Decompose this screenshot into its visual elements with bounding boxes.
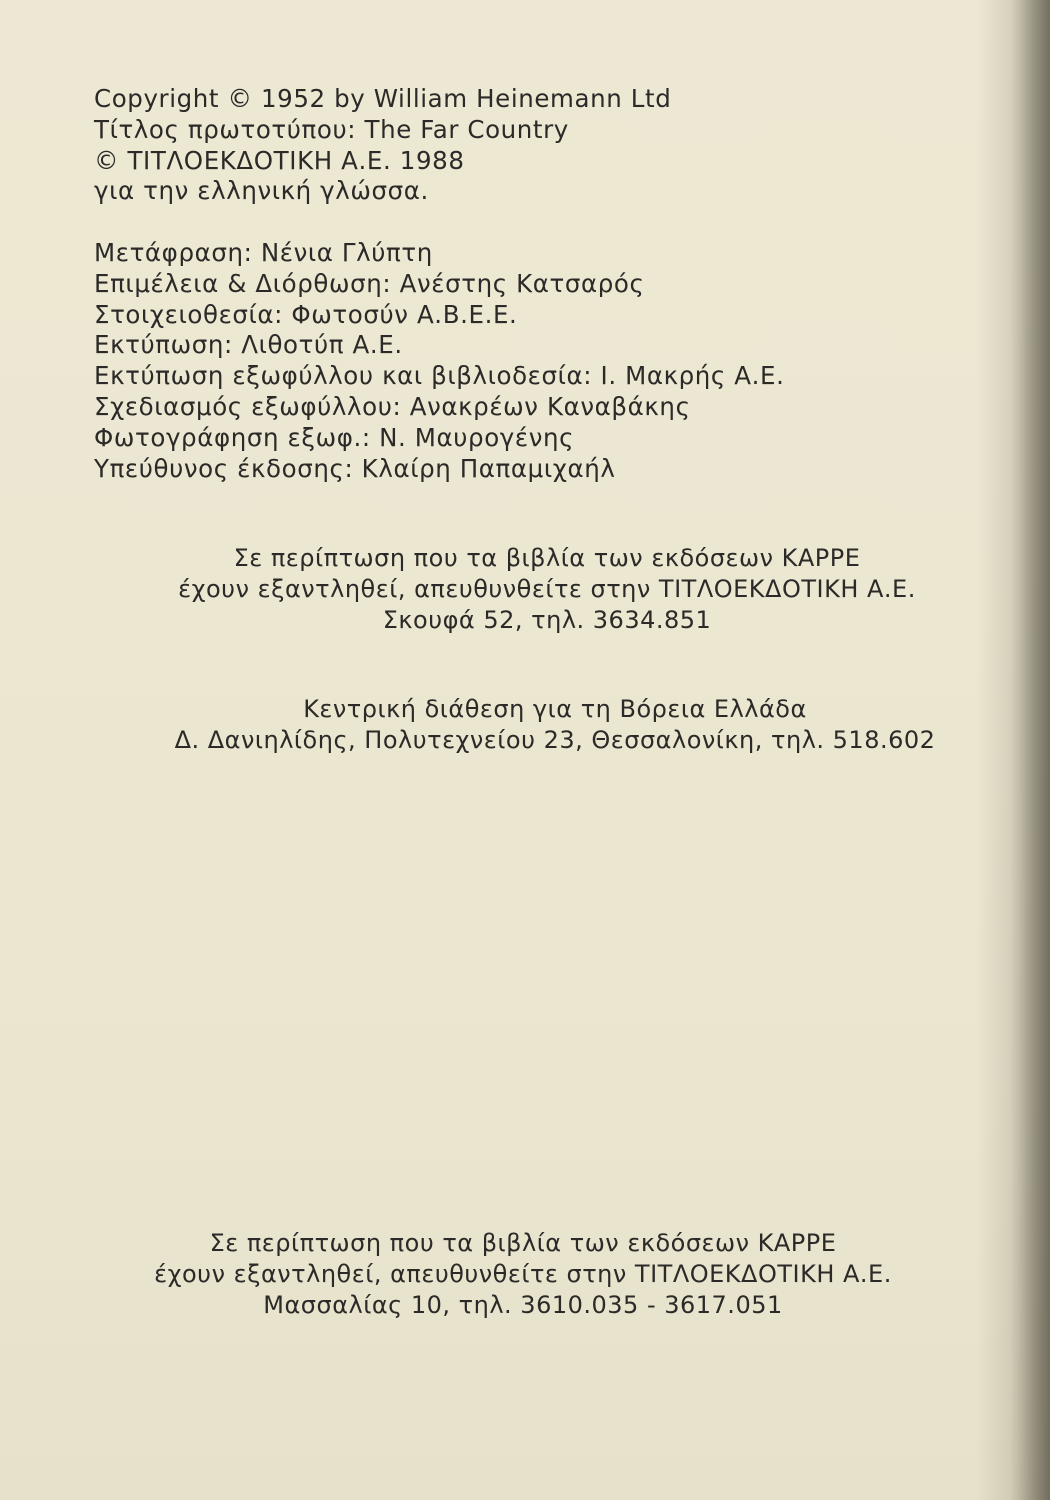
language-line: για την ελληνική γλώσσα. <box>94 176 429 206</box>
credit-translation: Μετάφραση: Νένια Γλύπτη <box>94 238 433 267</box>
credits-block <box>94 238 785 484</box>
original-title-line: Τίτλος πρωτοτύπου: The Far Country <box>94 114 569 144</box>
distribution-north-address: Δ. Δανιηλίδης, Πολυτεχνείου 23, Θεσσαλονίκη, τηλ. 518.602 <box>174 726 936 754</box>
publisher-copyright-line: © ΤΙΤΛΟΕΚΔΟΤΙΚΗ Α.Ε. 1988 <box>94 145 465 175</box>
credit-publisher-responsible: Υπεύθυνος έκδοσης: Κλαίρη Παπαμιχαήλ <box>94 453 616 483</box>
credit-editing: Επιμέλεια & Διόρθωση: Ανέστης Κατσαρός <box>94 268 645 298</box>
notice-athens <box>22 543 1050 636</box>
notice-massalias-line: έχουν εξαντληθεί, απευθυνθείτε στην ΤΙΤΛΟΕΚΔΟΤΙΚΗ Α.Ε. <box>154 1260 892 1288</box>
copyright-block <box>94 84 671 207</box>
distribution-north-title: Κεντρική διάθεση για τη Βόρεια Ελλάδα <box>303 695 807 723</box>
credit-typesetting: Στοιχειοθεσία: Φωτοσύν Α.Β.Ε.Ε. <box>94 299 518 329</box>
notice-athens-line: έχουν εξαντληθεί, απευθυνθείτε στην ΤΙΤΛΟΕΚΔΟΤΙΚΗ Α.Ε. <box>178 575 916 603</box>
notice-massalias-address: Μασσαλίας 10, τηλ. 3610.035 - 3617.051 <box>263 1291 783 1319</box>
notice-athens-address: Σκουφά 52, τηλ. 3634.851 <box>382 606 712 634</box>
credit-cover-photo: Φωτογράφηση εξωφ.: Ν. Μαυρογένης <box>94 422 575 452</box>
distribution-north <box>30 694 1050 756</box>
credit-cover-design: Σχεδιασμός εξωφύλλου: Ανακρέων Καναβάκης <box>94 391 691 421</box>
notice-massalias <box>0 1228 1048 1321</box>
credit-cover-printing: Εκτύπωση εξωφύλλου και βιβλιοδεσία: Ι. Μακρής Α.Ε. <box>94 361 785 391</box>
notice-athens-line: Σε περίπτωση που τα βιβλία των εκδόσεων ΚΑΡΡΕ <box>233 544 861 572</box>
notice-massalias-line: Σε περίπτωση που τα βιβλία των εκδόσεων ΚΑΡΡΕ <box>209 1229 837 1257</box>
copyright-line: Copyright © 1952 by William Heinemann Ltd <box>94 84 672 113</box>
credit-printing: Εκτύπωση: Λιθοτύπ Α.Ε. <box>94 330 403 360</box>
